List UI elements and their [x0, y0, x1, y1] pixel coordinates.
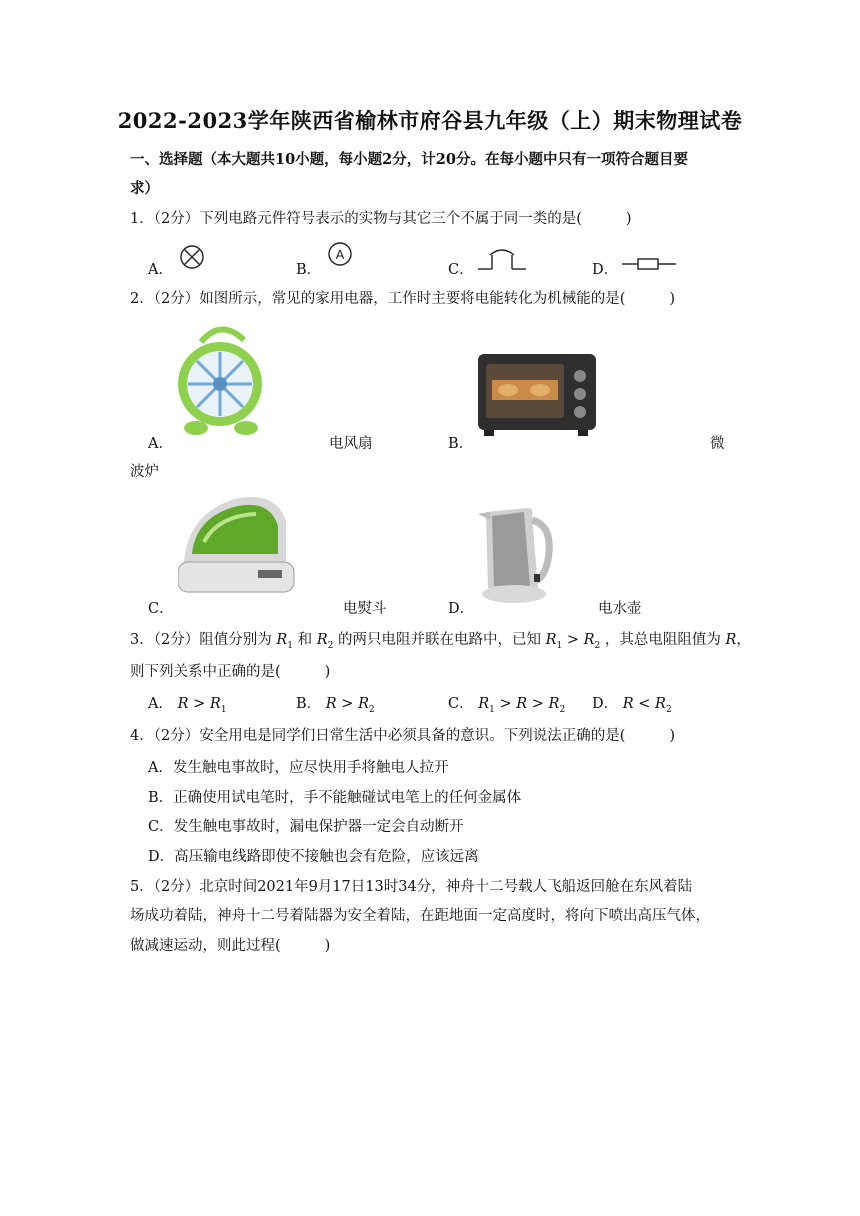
q2-option-a-text: 电风扇	[329, 436, 373, 452]
question-3-stem: 3．（2分）阻值分别为 $R_1$ 和 $R_2$ 的两只电阻并联在电路中，已知 $R_1 > R_2$ ，其总电阻阻值为 R，	[130, 632, 751, 651]
q1-option-c-label: C．	[448, 262, 474, 278]
q3-option-a: A． $R > R_1$	[148, 696, 227, 715]
q2-option-d-text: 电水壶	[598, 601, 642, 617]
ammeter-letter: A	[335, 247, 345, 262]
q2-option-b-text-line2: 波炉	[130, 464, 159, 480]
section-header-line1: 一、选择题（本大题共10小题，每小题2分，计20分。在每小题中只有一项符合题目要	[130, 151, 688, 168]
q1-option-d-label: D．	[592, 262, 619, 278]
q4-option-d: D．高压输电线路即使不接触也会有危险，应该远离	[148, 849, 479, 865]
question-1-stem: 1．（2分）下列电路元件符号表示的实物与其它三个不属于同一类的是( )	[130, 211, 632, 227]
q4-option-b: B．正确使用试电笔时，手不能触碰试电笔上的任何金属体	[148, 790, 522, 806]
q4-option-a: A．发生触电事故时，应尽快用手将触电人拉开	[148, 760, 449, 776]
q4-option-c: C．发生触电事故时，漏电保护器一定会自动断开	[148, 819, 464, 835]
lamp-symbol-icon	[178, 243, 208, 273]
question-5-line3: 做减速运动，则此过程( )	[130, 938, 331, 954]
ammeter-symbol-icon	[326, 240, 356, 270]
q1-option-b-label: B．	[296, 262, 322, 278]
q2-option-c-text: 电熨斗	[343, 601, 387, 617]
switch-symbol-icon	[476, 245, 528, 273]
q3-option-d: D． $R < R_2$	[592, 696, 672, 715]
q2-option-a-label: A．	[148, 436, 173, 452]
microwave-oven-image	[474, 350, 602, 440]
question-2-stem: 2．（2分）如图所示，常见的家用电器，工作时主要将电能转化为机械能的是( )	[130, 291, 676, 307]
q2-option-c-label: C．	[148, 601, 174, 617]
question-5-line1: 5．（2分）北京时间2021年9月17日13时34分，神舟十二号载人飞船返回舱在东风着陆	[130, 879, 693, 895]
electric-fan-image	[176, 322, 266, 438]
section-header-line2: 求）	[130, 180, 159, 197]
question-3-stem-line2: 则下列关系中正确的是( )	[130, 664, 331, 680]
q2-option-d-label: D．	[448, 601, 475, 617]
q2-option-b-text-line1: 微	[710, 436, 725, 452]
resistor-symbol-icon	[620, 257, 678, 271]
q2-option-b-label: B．	[448, 436, 474, 452]
q3-option-b: B． $R > R_2$	[296, 696, 375, 715]
q3-option-c: C． $R_1 > R > R_2$	[448, 696, 566, 715]
page-title: 2022-2023学年陕西省榆林市府谷县九年级（上）期末物理试卷	[117, 108, 743, 133]
electric-iron-image	[178, 492, 296, 600]
q1-option-a-label: A．	[148, 262, 173, 278]
question-4-stem: 4．（2分）安全用电是同学们日常生活中必须具备的意识。下列说法正确的是( )	[130, 728, 676, 744]
electric-kettle-image	[474, 500, 558, 608]
question-5-line2: 场成功着陆，神舟十二号着陆器为安全着陆，在距地面一定高度时，将向下喷出高压气体，	[130, 908, 710, 924]
